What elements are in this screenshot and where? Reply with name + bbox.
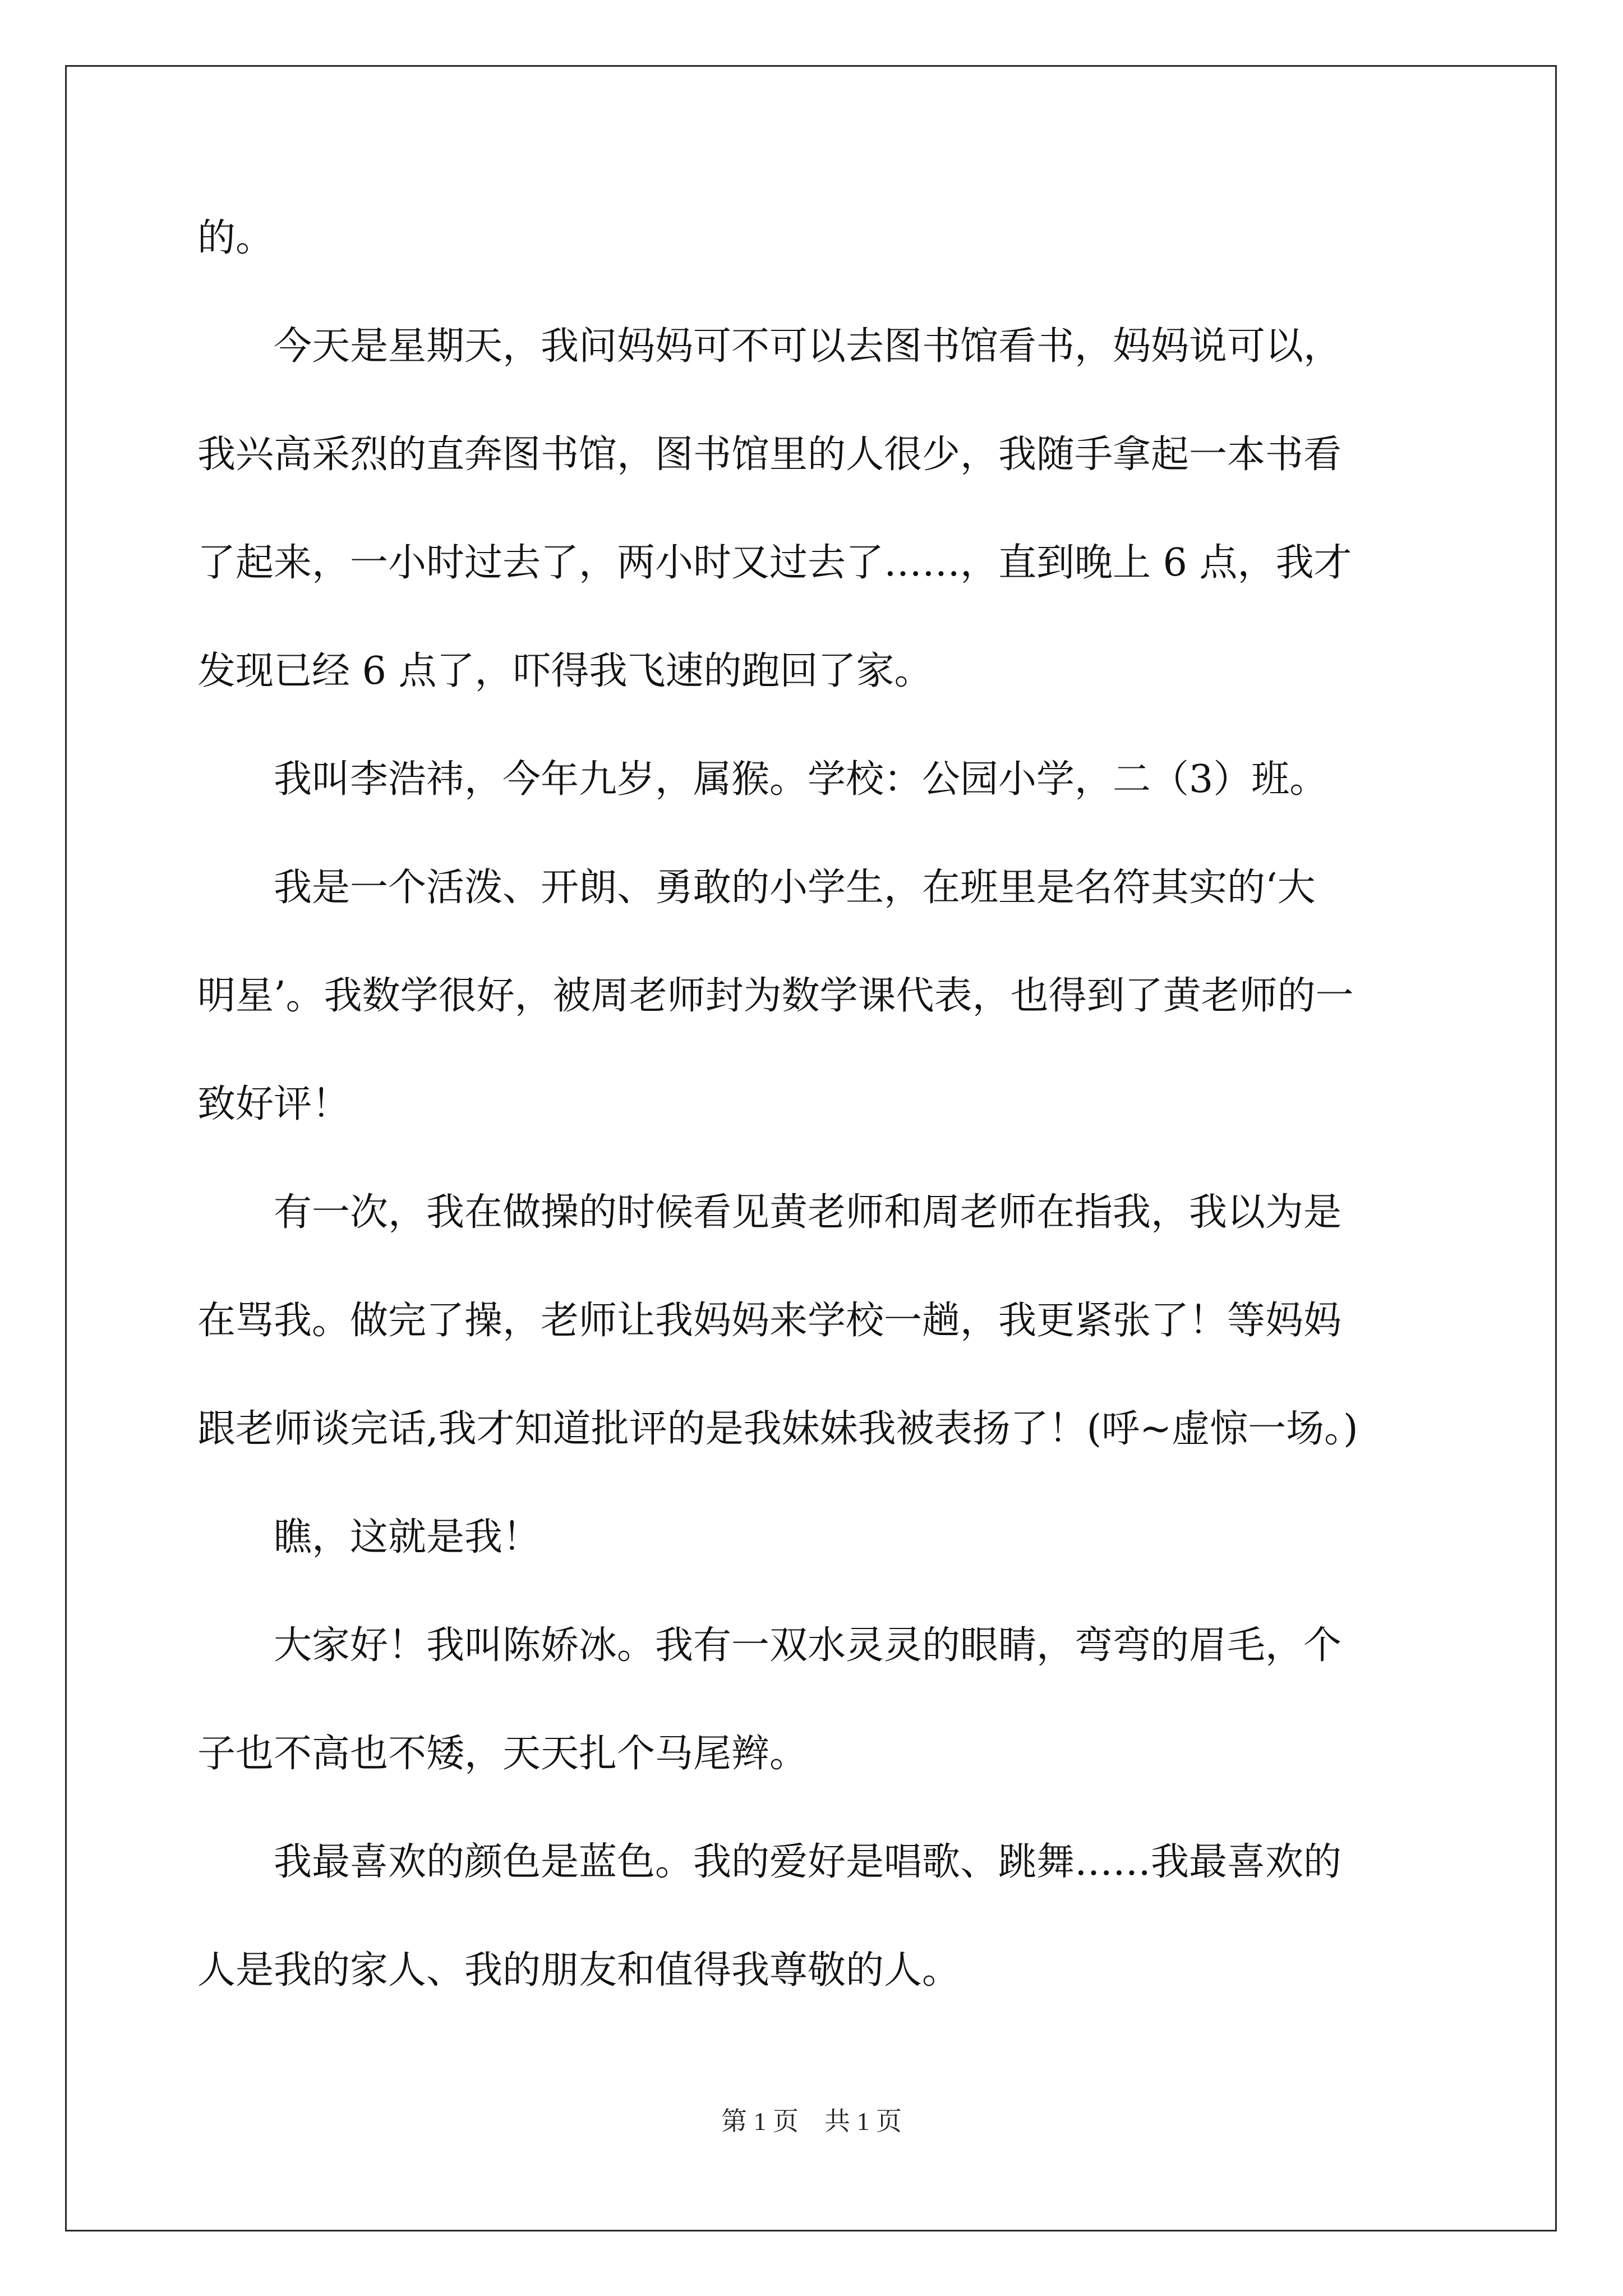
text-line: 我最喜欢的颜色是蓝色。我的爱好是唱歌、跳舞……我最喜欢的 xyxy=(197,1840,1342,1884)
page-number-label: 第 1 页 共 1 页 xyxy=(721,2107,902,2136)
text-line: 大家好！我叫陈娇冰。我有一双水灵灵的眼睛，弯弯的眉毛，个 xyxy=(197,1623,1342,1668)
text-line: 了起来，一小时过去了，两小时又过去了……，直到晚上 6 点，我才 xyxy=(197,541,1352,585)
text-line: 有一次，我在做操的时候看见黄老师和周老师在指我，我以为是 xyxy=(197,1190,1342,1235)
text-line: 发现已经 6 点了，吓得我飞速的跑回了家。 xyxy=(197,649,933,693)
text-line: 瞧，这就是我！ xyxy=(197,1515,541,1559)
text-line: 在骂我。做完了操，老师让我妈妈来学校一趟，我更紧张了！等妈妈 xyxy=(197,1299,1342,1343)
text-line: 我叫李浩祎，今年九岁，属猴。学校：公园小学，二（3）班。 xyxy=(197,757,1328,802)
text-line: 我是一个活泼、开朗、勇敢的小学生，在班里是名符其实的‘大 xyxy=(197,866,1316,910)
text-line: 人是我的家人、我的朋友和值得我尊敬的人。 xyxy=(197,1948,961,1993)
text-line: 明星’。我数学很好，被周老师封为数学课代表，也得到了黄老师的一 xyxy=(197,974,1354,1018)
text-line: 的。 xyxy=(197,216,274,260)
text-line: 今天是星期天，我问妈妈可不可以去图书馆看书，妈妈说可以， xyxy=(197,324,1342,369)
page-footer xyxy=(0,2105,1623,2138)
text-line: 子也不高也不矮，天天扎个马尾辫。 xyxy=(197,1732,808,1776)
text-line: 我兴高采烈的直奔图书馆，图书馆里的人很少，我随手拿起一本书看 xyxy=(197,432,1342,477)
text-line: 致好评！ xyxy=(197,1082,351,1126)
document-body xyxy=(197,210,1448,1999)
text-line: 跟老师谈完话,我才知道批评的是我妹妹我被表扬了！(呼~虚惊一场。) xyxy=(197,1407,1358,1451)
